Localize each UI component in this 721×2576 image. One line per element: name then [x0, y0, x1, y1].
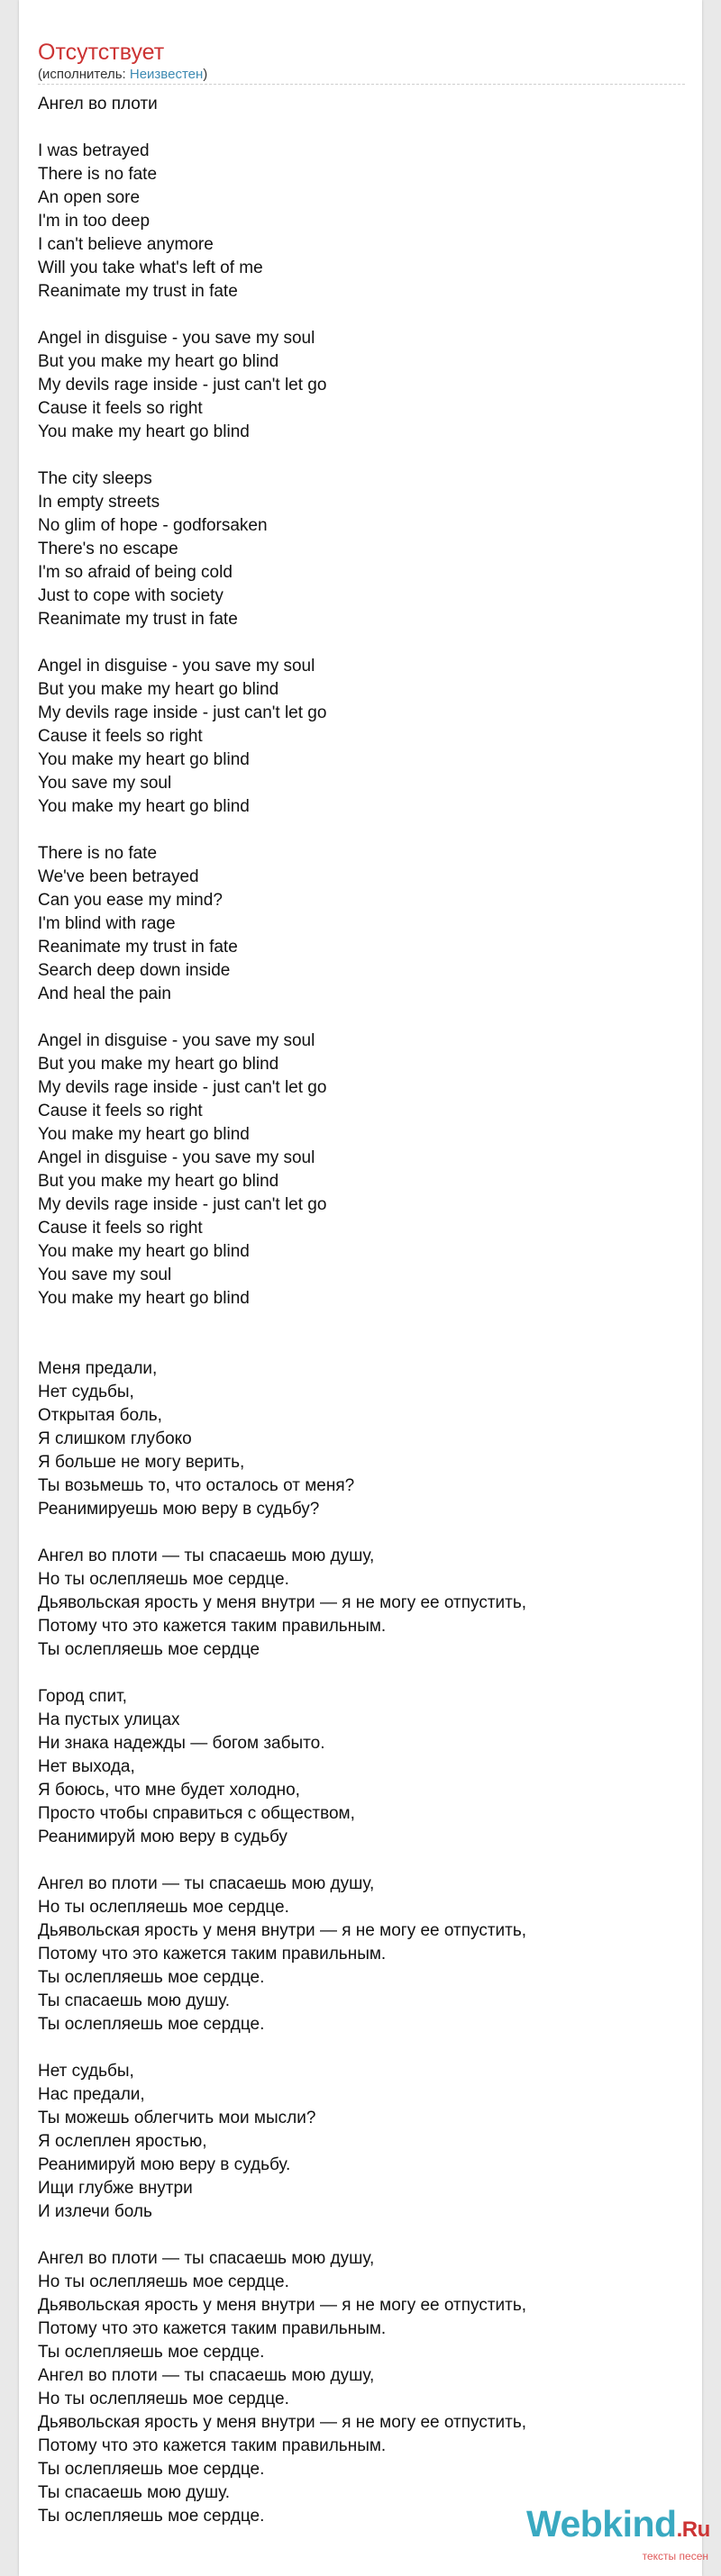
- lyric-line: And heal the pain: [38, 984, 171, 1003]
- lyric-line: Нас предали,: [38, 2085, 145, 2104]
- lyric-line: Ты возьмешь то, что осталось от меня?: [38, 1476, 355, 1495]
- lyric-line: Angel in disguise - you save my soul: [38, 657, 315, 676]
- stanza: [38, 327, 685, 444]
- stanza: [38, 467, 685, 631]
- title-divider: [38, 84, 685, 85]
- lyric-line: Angel in disguise - you save my soul: [38, 1148, 315, 1167]
- lyric-line: Cause it feels so right: [38, 1102, 203, 1120]
- lyric-line: Ты ослепляешь мое сердце.: [38, 2460, 265, 2479]
- stanza-gap: [38, 2224, 685, 2247]
- lyric-line: I'm so afraid of being cold: [38, 563, 233, 582]
- lyric-line: Reanimate my trust in fate: [38, 282, 238, 301]
- lyric-line: Ангел во плоти — ты спасаешь мою душу,: [38, 1874, 375, 1893]
- watermark-brand: Webkind: [526, 2503, 677, 2544]
- stanza: [38, 842, 685, 1006]
- stanza: [38, 655, 685, 819]
- lyric-line: На пустых улицах: [38, 1710, 180, 1729]
- lyric-line: Ты ослепляешь мое сердце.: [38, 1968, 265, 1987]
- lyric-line: Ты спасаешь мою душу.: [38, 1991, 230, 2010]
- stanza-gap: [38, 1311, 685, 1357]
- lyric-line: Нет судьбы,: [38, 1383, 134, 1401]
- lyric-line: You make my heart go blind: [38, 1242, 250, 1261]
- lyric-line: Я боюсь, что мне будет холодно,: [38, 1781, 300, 1800]
- lyric-line: Ты ослепляешь мое сердце: [38, 1640, 260, 1659]
- lyric-line: I can't believe anymore: [38, 235, 214, 254]
- lyric-line: Can you ease my mind?: [38, 891, 223, 910]
- watermark-logo: [526, 2504, 716, 2550]
- stanza: [38, 1357, 685, 1521]
- lyric-line: Но ты ослепляешь мое сердце.: [38, 1898, 289, 1917]
- stanza-gap: [38, 444, 685, 467]
- lyric-line: Angel in disguise - you save my soul: [38, 329, 315, 348]
- stanza-gap: [38, 631, 685, 655]
- stanza-gap: [38, 819, 685, 842]
- stanza-gap: [38, 304, 685, 327]
- lyric-line: There's no escape: [38, 540, 178, 558]
- stanza: [38, 140, 685, 304]
- stanza: [38, 2060, 685, 2224]
- lyric-line: We've been betrayed: [38, 867, 199, 886]
- lyric-line: My devils rage inside - just can't let go: [38, 376, 327, 395]
- lyric-line: Ангел во плоти — ты спасаешь мою душу,: [38, 2366, 375, 2385]
- lyric-line: My devils rage inside - just can't let go: [38, 1078, 327, 1097]
- lyric-line: Потому что это кажется таким правильным.: [38, 1945, 387, 1964]
- artist-line: [38, 67, 207, 83]
- lyric-line: Город спит,: [38, 1687, 127, 1706]
- lyric-line: Дьявольская ярость у меня внутри — я не могу ее отпустить,: [38, 2296, 527, 2315]
- lyric-line: Нет выхода,: [38, 1757, 135, 1776]
- lyric-line: Cause it feels so right: [38, 1219, 203, 1238]
- lyric-line: Ни знака надежды — богом забыто.: [38, 1734, 325, 1753]
- lyric-line: Ангел во плоти — ты спасаешь мою душу,: [38, 1547, 375, 1565]
- lyric-line: I'm in too deep: [38, 212, 151, 231]
- stanza-gap: [38, 116, 685, 140]
- lyric-line: Открытая боль,: [38, 1406, 162, 1425]
- lyrics-text: [38, 93, 685, 2528]
- lyric-line: Angel in disguise - you save my soul: [38, 1031, 315, 1050]
- lyric-line: Потому что это кажется таким правильным.: [38, 1617, 387, 1636]
- lyric-line: Reanimate my trust in fate: [38, 938, 238, 957]
- lyric-line: There is no fate: [38, 165, 158, 184]
- lyric-line: Ты ослепляешь мое сердце.: [38, 2343, 265, 2362]
- lyric-line: Ангел во плоти — ты спасаешь мою душу,: [38, 2249, 375, 2268]
- lyric-line: I was betrayed: [38, 141, 150, 160]
- lyric-line: My devils rage inside - just can't let go: [38, 703, 327, 722]
- lyric-line: You save my soul: [38, 774, 172, 793]
- lyric-line: Реанимируешь мою веру в судьбу?: [38, 1500, 320, 1519]
- lyric-line: Дьявольская ярость у меня внутри — я не могу ее отпустить,: [38, 2413, 527, 2432]
- lyric-line: Я больше не могу верить,: [38, 1453, 245, 1472]
- lyrics-page: [19, 0, 710, 2576]
- lyric-line: Ангел во плоти: [38, 95, 158, 113]
- stanza: [38, 1545, 685, 1662]
- lyric-line: Но ты ослепляешь мое сердце.: [38, 1570, 289, 1589]
- stanza-gap: [38, 1521, 685, 1545]
- lyric-line: Reanimate my trust in fate: [38, 610, 238, 629]
- lyric-line: Нет судьбы,: [38, 2062, 134, 2081]
- lyric-line: But you make my heart go blind: [38, 352, 279, 371]
- stanza-gap: [38, 2036, 685, 2060]
- lyric-line: Ты спасаешь мою душу.: [38, 2483, 230, 2502]
- lyric-line: Но ты ослепляешь мое сердце.: [38, 2390, 289, 2408]
- lyric-line: Дьявольская ярость у меня внутри — я не могу ее отпустить,: [38, 1593, 527, 1612]
- lyric-line: Я слишком глубоко: [38, 1429, 192, 1448]
- stanza: [38, 2247, 685, 2528]
- lyric-line: Ты ослепляешь мое сердце.: [38, 2015, 265, 2034]
- lyric-line: No glim of hope - godforsaken: [38, 516, 268, 535]
- lyric-line: Cause it feels so right: [38, 399, 203, 418]
- lyric-line: Но ты ослепляешь мое сердце.: [38, 2272, 289, 2291]
- watermark-tld: .Ru: [676, 2517, 710, 2542]
- lyric-line: Ищи глубже внутри: [38, 2179, 193, 2198]
- artist-prefix: (исполнитель:: [38, 67, 130, 82]
- lyric-line: The city sleeps: [38, 469, 152, 488]
- lyric-line: I'm blind with rage: [38, 914, 176, 933]
- site-watermark: [526, 2503, 716, 2562]
- lyric-line: But you make my heart go blind: [38, 1055, 279, 1074]
- lyric-line: Search deep down inside: [38, 961, 231, 980]
- stanza: [38, 1873, 685, 2036]
- lyric-line: Ты можешь облегчить мои мысли?: [38, 2109, 316, 2127]
- lyric-line: Дьявольская ярость у меня внутри — я не могу ее отпустить,: [38, 1921, 527, 1940]
- artist-suffix: ): [203, 67, 208, 82]
- stanza-gap: [38, 1662, 685, 1685]
- lyric-line: Я ослеплен яростью,: [38, 2132, 207, 2151]
- watermark-subtitle: тексты песен: [642, 2550, 708, 2562]
- lyric-line: You make my heart go blind: [38, 750, 250, 769]
- lyric-line: You make my heart go blind: [38, 1289, 250, 1308]
- artist-link[interactable]: Неизвестен: [129, 67, 204, 82]
- lyric-line: Реанимируй мою веру в судьбу: [38, 1828, 287, 1846]
- stanza-gap: [38, 1849, 685, 1873]
- lyric-line: In empty streets: [38, 493, 160, 512]
- lyric-line: Will you take what's left of me: [38, 259, 263, 277]
- lyric-line: Реанимируй мою веру в судьбу.: [38, 2155, 291, 2174]
- lyric-line: You make my heart go blind: [38, 422, 250, 441]
- song-title: Отсутствует: [38, 40, 165, 65]
- lyric-line: You make my heart go blind: [38, 1125, 250, 1144]
- lyric-line: Cause it feels so right: [38, 727, 203, 746]
- stanza-gap: [38, 1006, 685, 1029]
- lyric-line: But you make my heart go blind: [38, 1172, 279, 1191]
- lyric-line: И излечи боль: [38, 2202, 152, 2221]
- lyric-line: There is no fate: [38, 844, 158, 863]
- stanza: [38, 1029, 685, 1311]
- lyric-line: But you make my heart go blind: [38, 680, 279, 699]
- lyric-line: You make my heart go blind: [38, 797, 250, 816]
- lyric-line: Ты ослепляешь мое сердце.: [38, 2507, 265, 2526]
- lyric-line: Потому что это кажется таким правильным.: [38, 2436, 387, 2455]
- stanza: [38, 93, 685, 116]
- stanza: [38, 1685, 685, 1849]
- lyric-line: An open sore: [38, 188, 141, 207]
- lyric-line: Just to cope with society: [38, 586, 224, 605]
- lyric-line: Меня предали,: [38, 1359, 158, 1378]
- lyric-line: Просто чтобы справиться с обществом,: [38, 1804, 355, 1823]
- lyric-line: My devils rage inside - just can't let go: [38, 1195, 327, 1214]
- lyric-line: Потому что это кажется таким правильным.: [38, 2319, 387, 2338]
- lyric-line: You save my soul: [38, 1265, 172, 1284]
